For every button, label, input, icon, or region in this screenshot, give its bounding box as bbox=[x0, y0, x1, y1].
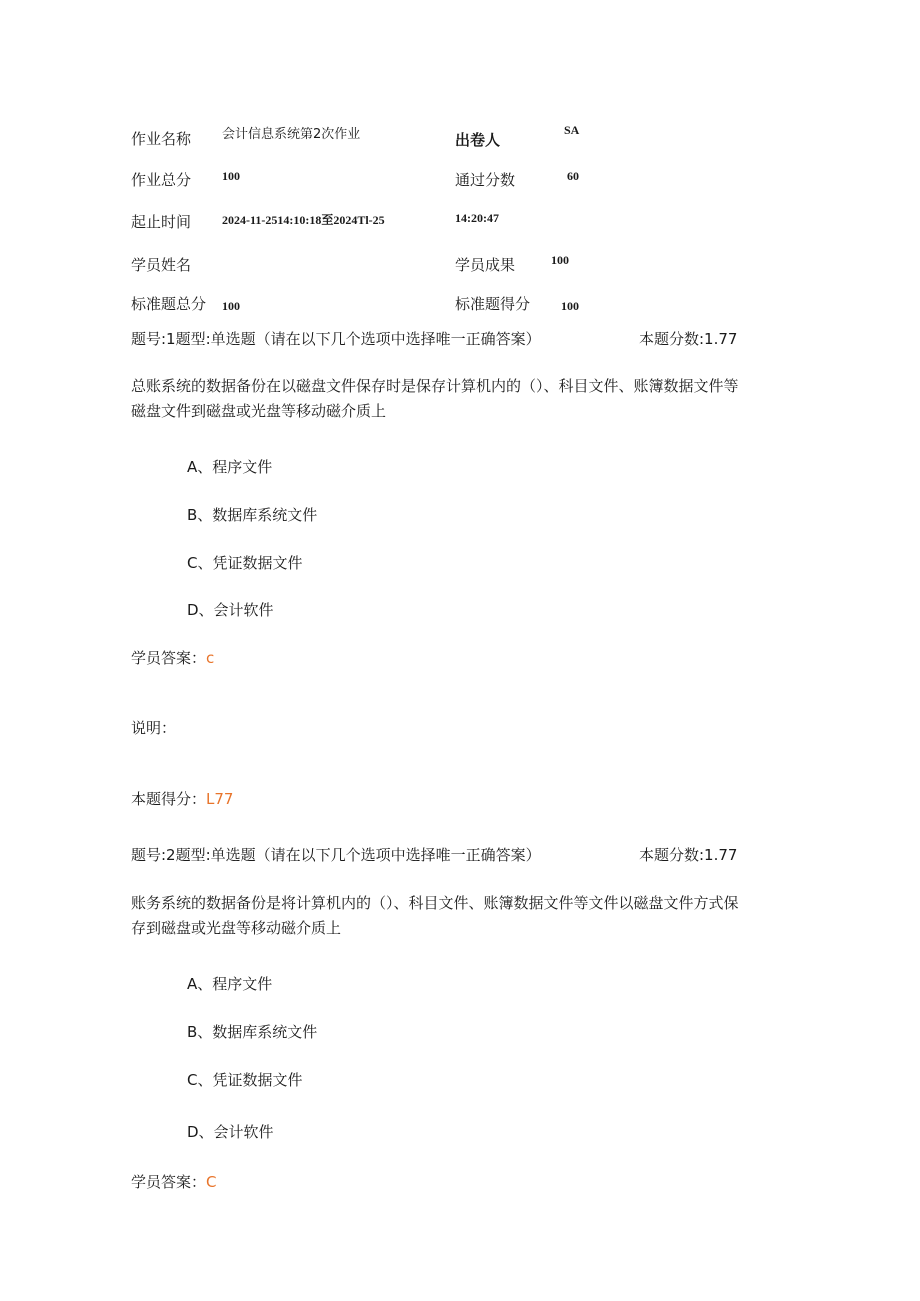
question-score-label: 本题得分： bbox=[131, 790, 207, 808]
issuer-value: SA bbox=[564, 123, 580, 137]
option-d: D、会计软件 bbox=[187, 601, 274, 619]
question-stem-line1: 账务系统的数据备份是将计算机内的（）、科目文件、账簿数据文件等文件以磁盘文件方式保 bbox=[131, 894, 739, 912]
option-a: A、程序文件 bbox=[187, 975, 273, 993]
assignment-name-value: 会计信息系统第2次作业 bbox=[222, 127, 361, 142]
std-score-label: 标准题得分 bbox=[455, 295, 531, 313]
time-label: 起止时间 bbox=[131, 213, 192, 231]
option-c: C、凭证数据文件 bbox=[187, 554, 303, 572]
option-c: C、凭证数据文件 bbox=[187, 1071, 303, 1089]
question-header: 题号:1题型:单选题（请在以下几个选项中选择唯一正确答案） bbox=[131, 330, 541, 348]
std-total-label: 标准题总分 bbox=[131, 295, 207, 313]
pass-score-value: 60 bbox=[567, 169, 579, 183]
option-b: B、数据库系统文件 bbox=[187, 506, 318, 524]
student-answer bbox=[131, 1171, 217, 1192]
option-a: A、程序文件 bbox=[187, 458, 273, 476]
question-points: 本题分数:1.77 bbox=[639, 846, 738, 864]
question-score bbox=[131, 788, 233, 809]
option-b: B、数据库系统文件 bbox=[187, 1023, 318, 1041]
student-name-label: 学员姓名 bbox=[131, 256, 192, 274]
student-answer-value: c bbox=[206, 649, 215, 667]
question-stem-line2: 存到磁盘或光盘等移动磁介质上 bbox=[131, 919, 342, 937]
question-stem-line1: 总账系统的数据备份在以磁盘文件保存时是保存计算机内的（）、科目文件、账簿数据文件等 bbox=[131, 377, 739, 395]
question-score-value: L77 bbox=[206, 790, 234, 808]
issuer-label: 出卷人 bbox=[455, 131, 501, 149]
student-result-value: 100 bbox=[551, 253, 569, 267]
question-header: 题号:2题型:单选题（请在以下几个选项中选择唯一正确答案） bbox=[131, 846, 541, 864]
time-value-start: 2024-11-2514:10:18至2024Tl-25 bbox=[222, 213, 385, 227]
time-value-end: 14:20:47 bbox=[455, 211, 499, 225]
question-stem-line2: 磁盘文件到磁盘或光盘等移动磁介质上 bbox=[131, 402, 387, 420]
student-answer-label: 学员答案： bbox=[131, 649, 207, 667]
question-points: 本题分数:1.77 bbox=[639, 330, 738, 348]
pass-score-label: 通过分数 bbox=[455, 171, 516, 189]
assignment-name-label: 作业名称 bbox=[131, 130, 192, 148]
explanation-label: 说明： bbox=[131, 719, 177, 737]
student-result-label: 学员成果 bbox=[455, 256, 516, 274]
total-score-label: 作业总分 bbox=[131, 171, 192, 189]
total-score-value: 100 bbox=[222, 169, 240, 183]
std-total-value: 100 bbox=[222, 299, 240, 313]
student-answer-label: 学员答案： bbox=[131, 1173, 207, 1191]
std-score-value: 100 bbox=[561, 299, 579, 313]
student-answer bbox=[131, 647, 214, 668]
student-answer-value: C bbox=[206, 1173, 217, 1191]
option-d: D、会计软件 bbox=[187, 1123, 274, 1141]
